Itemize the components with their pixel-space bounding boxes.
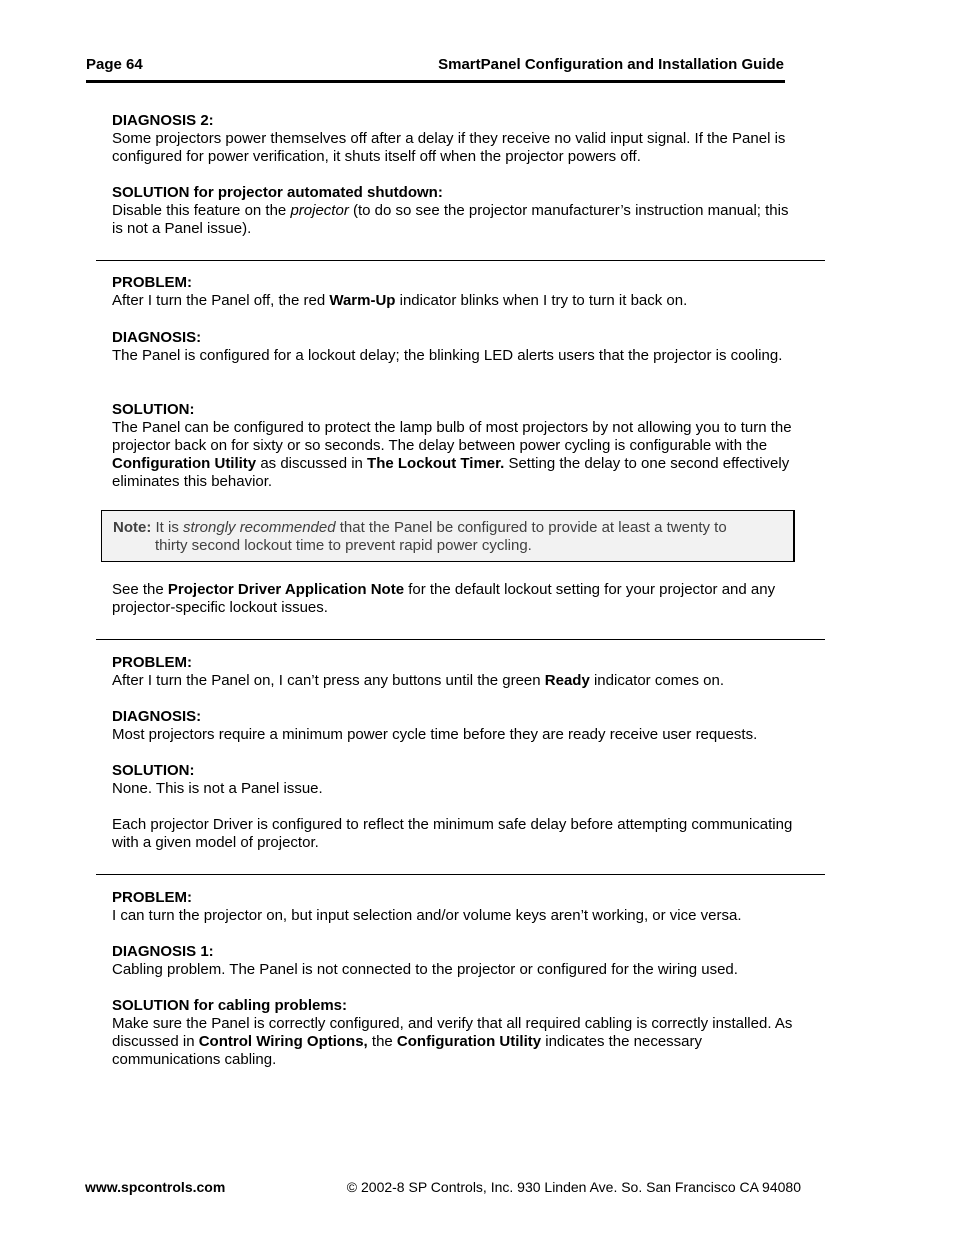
page-number: Page 64 <box>86 56 143 73</box>
copyright-notice: © 2002-8 SP Controls, Inc. 930 Linden Ave. So. San Francisco CA 94080 <box>346 1179 801 1195</box>
note-line-2: thirty second lockout time to prevent rapid power cycling. <box>155 537 532 554</box>
problem-block <box>112 274 802 310</box>
diagnosis-heading: DIAGNOSIS 1: <box>112 943 214 960</box>
diagnosis-text: Cabling problem. The Panel is not connected to the projector or configured for the wiring used. <box>112 961 738 978</box>
solution-block <box>112 762 802 798</box>
see-also-text: See the Projector Driver Application Note for the default lockout setting for your projector and any projector-specific lockout issues. <box>112 581 776 616</box>
diagnosis-text: Most projectors require a minimum power cycle time before they are ready receive user requests. <box>112 726 758 743</box>
see-also-block <box>112 581 802 617</box>
problem-text: After I turn the Panel on, I can’t press any buttons until the green Ready indicator comes on. <box>112 672 725 689</box>
problem-heading: PROBLEM: <box>112 274 192 291</box>
diagnosis-block <box>112 708 802 744</box>
note-line-1: Note: It is strongly recommended that the Panel be configured to provide at least a twenty to <box>113 519 727 536</box>
note-box <box>101 510 795 562</box>
problem-heading: PROBLEM: <box>112 889 192 906</box>
page-header <box>86 56 784 76</box>
diagnosis-block <box>112 329 802 365</box>
section-divider <box>96 874 825 875</box>
diagnosis-1-block <box>112 943 802 979</box>
problem-text: After I turn the Panel off, the red Warm-Up indicator blinks when I try to turn it back on. <box>112 292 688 309</box>
document-title: SmartPanel Configuration and Installation Guide <box>438 56 784 73</box>
solution-cabling-block <box>112 997 802 1069</box>
diagnosis-text: Some projectors power themselves off after a delay if they receive no valid input signal. If the Panel is configured for power verification, it shuts itself off when the projector powers off. <box>112 130 786 165</box>
diagnosis-text: The Panel is configured for a lockout delay; the blinking LED alerts users that the projector is cooling. <box>112 347 783 364</box>
solution-heading: SOLUTION: <box>112 401 195 418</box>
solution-text: None. This is not a Panel issue. <box>112 780 323 797</box>
problem-heading: PROBLEM: <box>112 654 192 671</box>
header-rule <box>86 80 785 83</box>
website-url: www.spcontrols.com <box>85 1179 226 1195</box>
solution-heading: SOLUTION: <box>112 762 195 779</box>
driver-note-block <box>112 816 802 852</box>
solution-text: Make sure the Panel is correctly configured, and verify that all required cabling is correctly installed. As discussed in Control Wiring Options, the Configuration Utility indicates the necessary communications cabling. <box>112 1015 793 1068</box>
diagnosis-2-block <box>112 112 802 166</box>
solution-text: The Panel can be configured to protect the lamp bulb of most projectors by not allowing you to turn the projector back on for sixty or so seconds. The delay between power cycling is configurable with the Configuration Utility as discussed in The Lockout Timer. Setting the delay to one second effectively eliminates this behavior. <box>112 419 792 490</box>
diagnosis-heading: DIAGNOSIS: <box>112 708 202 725</box>
section-divider <box>96 639 825 640</box>
problem-block <box>112 654 802 690</box>
solution-shutdown-block <box>112 184 802 238</box>
solution-heading: SOLUTION for projector automated shutdown: <box>112 184 443 201</box>
diagnosis-heading: DIAGNOSIS 2: <box>112 112 214 129</box>
solution-text: Disable this feature on the projector (to do so see the projector manufacturer’s instruction manual; this is not a Panel issue). <box>112 202 789 237</box>
problem-text: I can turn the projector on, but input selection and/or volume keys aren’t working, or vice versa. <box>112 907 742 924</box>
driver-note-text: Each projector Driver is configured to reflect the minimum safe delay before attempting communicating with a given model of projector. <box>112 816 793 851</box>
diagnosis-heading: DIAGNOSIS: <box>112 329 202 346</box>
section-divider <box>96 260 825 261</box>
solution-block <box>112 401 802 491</box>
solution-heading: SOLUTION for cabling problems: <box>112 997 348 1014</box>
problem-block <box>112 889 802 925</box>
